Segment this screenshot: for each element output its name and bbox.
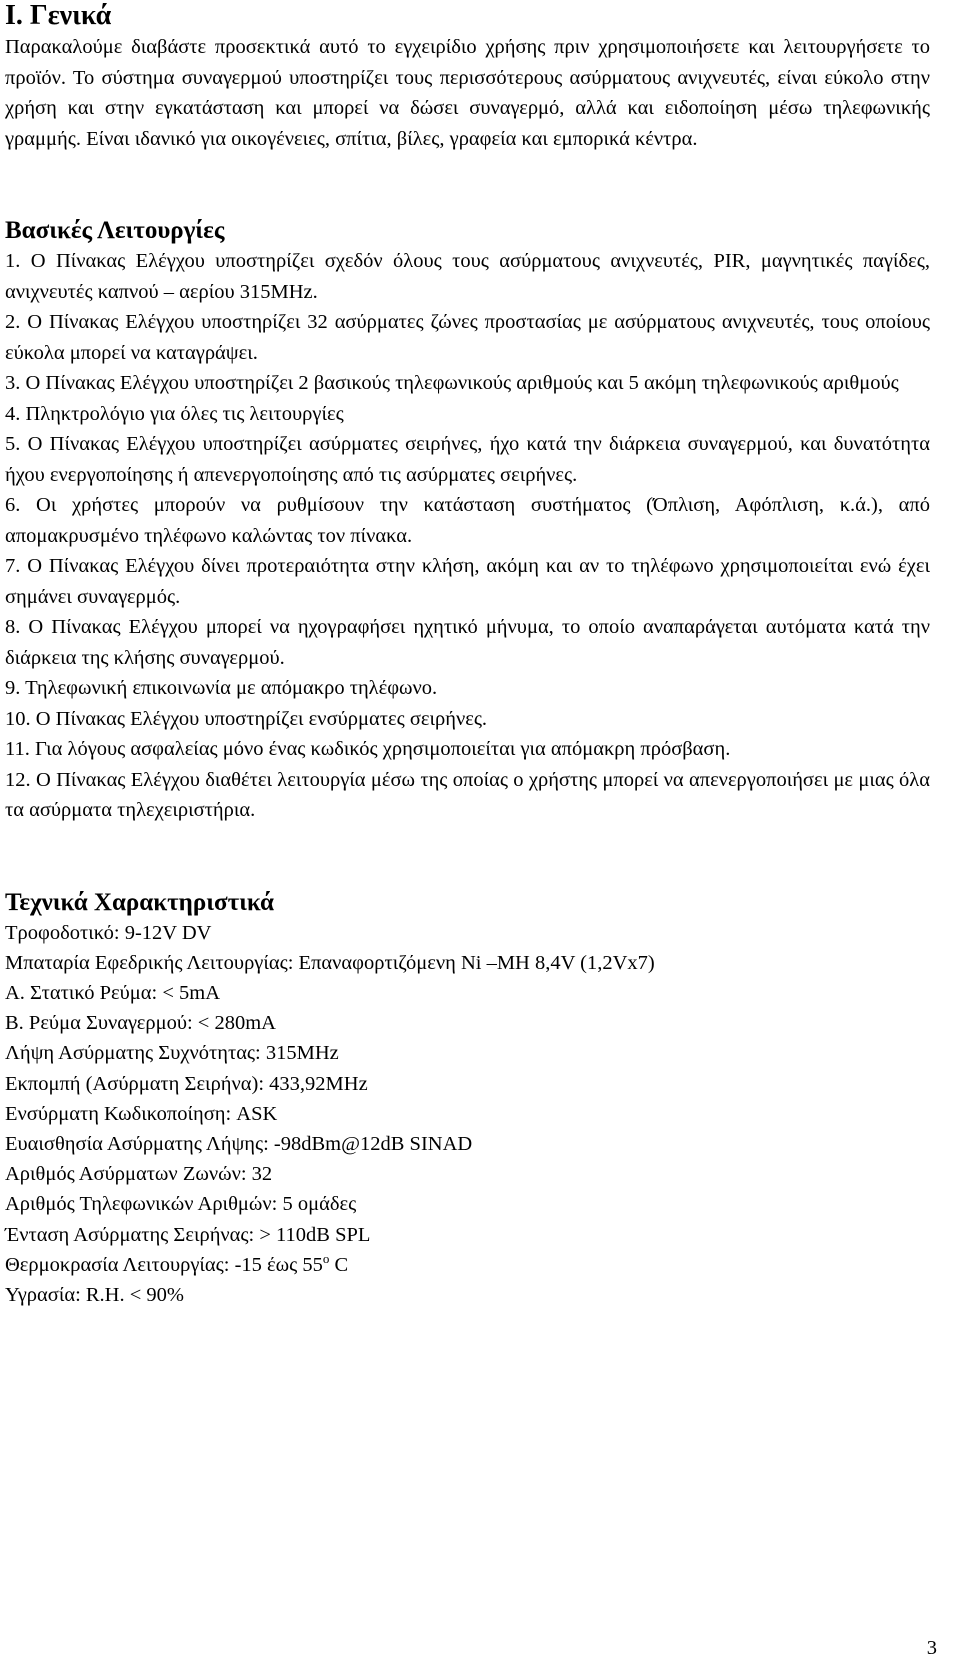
- spec-line: Ενσύρματη Κωδικοποίηση: ASK: [5, 1102, 278, 1125]
- feature-item: 6. Οι χρήστες μπορούν να ρυθμίσουν την κατάσταση συστήματος (Όπλιση, Αφόπλιση, κ.ά.), από απομακρυσμένο τηλέφωνο καλώντας τον πίνακα.: [5, 494, 930, 547]
- feature-item: 7. Ο Πίνακας Ελέγχου δίνει προτεραιότητα στην κλήση, ακόμη και αν το τηλέφωνο χρησιμοποιείται ενώ έχει σημάνει συναγερμός.: [5, 555, 930, 608]
- spec-line: Εκπομπή (Ασύρματη Σειρήνα): 433,92MHz: [5, 1072, 368, 1095]
- spec-line: B. Ρεύμα Συναγερμού: < 280mA: [5, 1012, 276, 1035]
- spacer: [5, 826, 930, 888]
- features-list: [5, 246, 930, 826]
- feature-item: 8. Ο Πίνακας Ελέγχου μπορεί να ηχογραφήσει ηχητικό μήνυμα, το οποίο αναπαράγεται αυτόματα κατά την διάρκεια της κλήσης συναγερμού.: [5, 616, 930, 669]
- spec-line: Αριθμός Ασύρματων Ζωνών: 32: [5, 1163, 273, 1186]
- feature-item: 9. Τηλεφωνική επικοινωνία με απόμακρο τηλέφωνο.: [5, 677, 438, 699]
- feature-item: 10. Ο Πίνακας Ελέγχου υποστηρίζει ενσύρματες σειρήνες.: [5, 707, 488, 730]
- feature-item: 2. Ο Πίνακας Ελέγχου υποστηρίζει 32 ασύρματες ζώνες προστασίας με ασύρματους ανιχνευτές, τους οποίους εύκολα μπορεί να καταγράψει.: [5, 311, 930, 364]
- spec-line: Λήψη Ασύρματης Συχνότητας: 315MHz: [5, 1042, 339, 1065]
- spec-line: Ευαισθησία Ασύρματης Λήψης: -98dBm@12dB SINAD: [5, 1132, 473, 1155]
- general-intro: Παρακαλούμε διαβάστε προσεκτικά αυτό το εγχειρίδιο χρήσης πριν χρησιμοποιήσετε και λειτουργήσετε το προϊόν. Το σύστημα συναγερμού υποστηρίζει τους περισσότερους ασύρματους ανιχνευτές, είναι εύκολο στην χρήση και στην εγκατάσταση και μπορεί να δώσει συναγερμό, αλλά και ειδοποίηση μέσω τηλεφωνικής γραμμής. Είναι ιδανικό για οικογένειες, σπίτια, βίλες, γραφεία και εμπορικά κέντρα.: [5, 36, 930, 150]
- spec-temperature: [5, 1250, 930, 1280]
- degree-superscript: ο: [322, 1250, 330, 1266]
- spec-line: A. Στατικό Ρεύμα: < 5mA: [5, 981, 220, 1004]
- spec-line: Τροφοδοτικό: 9-12V DV: [5, 921, 212, 944]
- document-page: [5, 0, 930, 1310]
- feature-item: 11. Για λόγους ασφαλείας μόνο ένας κωδικός χρησιμοποιείται για απόμακρη πρόσβαση.: [5, 738, 731, 760]
- temperature-unit: C: [329, 1253, 349, 1276]
- features-title: Βασικές Λειτουργίες: [5, 217, 225, 244]
- specs-list: [5, 918, 930, 1311]
- spec-line: Αριθμός Τηλεφωνικών Αριθμών: 5 ομάδες: [5, 1193, 357, 1216]
- feature-item: 5. Ο Πίνακας Ελέγχου υποστηρίζει ασύρματες σειρήνες, ήχο κατά την διάρκεια συναγερμού, και δυνατότητα ήχου ενεργοποίησης ή απενεργοποίησης από τις ασύρματες σειρήνες.: [5, 433, 930, 486]
- feature-item: 1. Ο Πίνακας Ελέγχου υποστηρίζει σχεδόν όλους τους ασύρματους ανιχνευτές, PIR, μαγνητικές παγίδες, ανιχνευτές καπνού – αερίου 315MHz.: [5, 250, 930, 303]
- feature-item: 12. Ο Πίνακας Ελέγχου διαθέτει λειτουργία μέσω της οποίας ο χρήστης μπορεί να απενεργοποιήσει με μιας όλα τα ασύρματα τηλεχειριστήρια.: [5, 768, 930, 821]
- spec-line: Μπαταρία Εφεδρικής Λειτουργίας: Επαναφορτιζόμενη Ni –MH 8,4V (1,2Vx7): [5, 951, 655, 974]
- specs-title: Τεχνικά Χαρακτηριστικά: [5, 888, 274, 916]
- spec-humidity: Υγρασία: R.H. < 90%: [5, 1283, 185, 1306]
- spec-line: Ένταση Ασύρματης Σειρήνας: > 110dB SPL: [5, 1223, 371, 1246]
- temperature-text: Θερμοκρασία Λειτουργίας: -15 έως 55: [5, 1253, 323, 1276]
- spacer: [5, 154, 930, 216]
- feature-item: 3. Ο Πίνακας Ελέγχου υποστηρίζει 2 βασικούς τηλεφωνικούς αριθμούς και 5 ακόμη τηλεφωνικούς αριθμούς: [5, 372, 899, 394]
- general-title: I. Γενικά: [5, 0, 112, 31]
- page-number: 3: [926, 1637, 937, 1659]
- feature-item: 4. Πληκτρολόγιο για όλες τις λειτουργίες: [5, 402, 344, 425]
